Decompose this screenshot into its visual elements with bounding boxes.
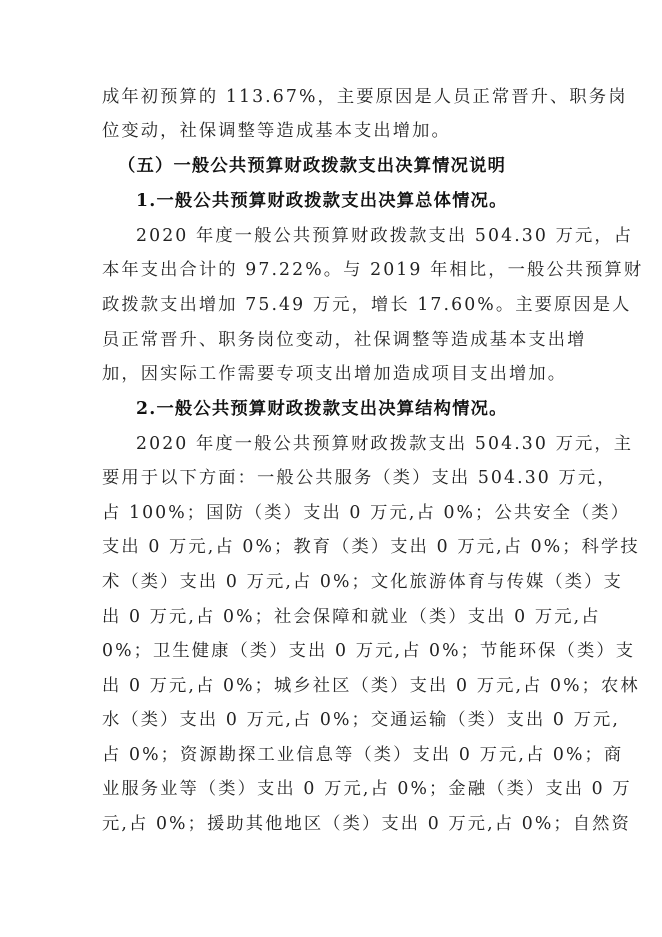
paragraph-line: 本年支出合计的 97.22%。与 2019 年相比，一般公共预算财: [102, 260, 644, 280]
paragraph-line: 支出 0 万元,占 0%；教育（类）支出 0 万元,占 0%；科学技: [102, 537, 640, 557]
paragraph-line: 术（类）支出 0 万元,占 0%；文化旅游体育与传媒（类）支: [102, 572, 623, 592]
paragraph-line: 元,占 0%；援助其他地区（类）支出 0 万元,占 0%；自然资: [102, 814, 631, 834]
paragraph-line: 员正常晋升、职务岗位变动，社保调整等造成基本支出增: [102, 330, 587, 350]
paragraph-line: 加，因实际工作需要专项支出增加造成项目支出增加。: [102, 364, 568, 384]
paragraph-line: 占 100%；国防（类）支出 0 万元,占 0%；公共安全（类）: [102, 503, 631, 523]
paragraph-line: 出 0 万元,占 0%；社会保障和就业（类）支出 0 万元,占: [102, 607, 601, 627]
paragraph-line: 2020 年度一般公共预算财政拨款支出 504.30 万元，主: [136, 434, 634, 454]
subheading-overall: 1.一般公共预算财政拨款支出决算总体情况。: [136, 191, 508, 211]
paragraph-line: 水（类）支出 0 万元,占 0%；交通运输（类）支出 0 万元,: [102, 710, 620, 730]
paragraph-line: 业服务业等（类）支出 0 万元,占 0%；金融（类）支出 0 万: [102, 779, 632, 799]
subheading-structure: 2.一般公共预算财政拨款支出决算结构情况。: [136, 399, 508, 419]
paragraph-line: 2020 年度一般公共预算财政拨款支出 504.30 万元，占: [136, 226, 634, 246]
paragraph-line: 成年初预算的 113.67%，主要原因是人员正常晋升、职务岗: [102, 87, 628, 107]
paragraph-line: 出 0 万元,占 0%；城乡社区（类）支出 0 万元,占 0%；农林: [102, 676, 640, 696]
paragraph-line: 政拨款支出增加 75.49 万元，增长 17.60%。主要原因是人: [102, 295, 632, 315]
section-heading: （五）一般公共预算财政拨款支出决算情况说明: [118, 156, 507, 176]
paragraph-line: 要用于以下方面：一般公共服务（类）支出 504.30 万元，: [102, 468, 617, 488]
paragraph-line: 占 0%；资源勘探工业信息等（类）支出 0 万元,占 0%；商: [102, 745, 624, 765]
paragraph-line: 位变动，社保调整等造成基本支出增加。: [102, 121, 451, 141]
paragraph-line: 0%；卫生健康（类）支出 0 万元,占 0%；节能环保（类）支: [102, 641, 636, 661]
